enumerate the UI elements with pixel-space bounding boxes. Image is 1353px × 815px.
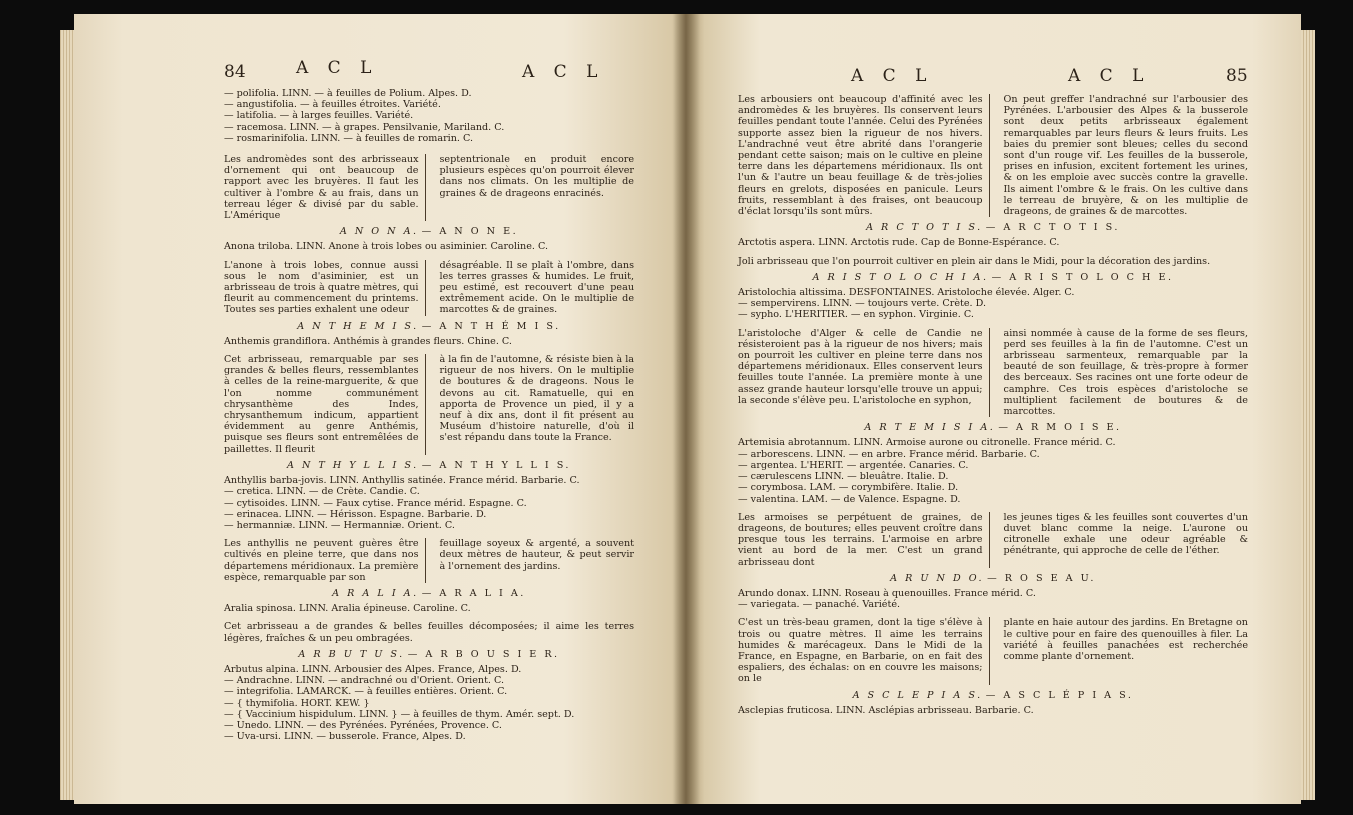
- left-running-head: A C L: [296, 58, 379, 78]
- text-column: à la fin de l'automne, & résiste bien à la rigueur de nos hivers. On le multiplie de boutures & de drageons. Nous le devons au cit. Ramatuelle, qui en apporta de Provence un pied, il y a neuf à dix ans, dont il fit présent au Muséum d'histoire naturelle, d'où il s'est répandu dans toute la France.: [439, 354, 634, 444]
- andromede-description: [224, 154, 634, 221]
- text-column: Les arbousiers ont beaucoup d'affinité avec les andromèdes & les bruyères. Ils conservent leurs feuilles pendant toute l'année. Celui des Pyrénées supporte assez bien la rigueur de nos hivers. L'andrachné veut être abrité dans l'orangerie pendant cette saison; mais on le cultive en pleine terre dans les départemens méridionaux. Ils ont l'un & l'autre un beau feuillage & de très-jolies fleurs en grelots, disposées en panicule. Leurs fruits, ressemblant à des fraises, ont beaucoup d'éclat lorsqu'ils sont mûrs.: [738, 94, 990, 217]
- entry-line: — erinacea. LINN. — Hérisson. Espagne. Barbarie. D.: [224, 508, 487, 520]
- section-heading-arundo: A R U N D O. — R O S E A U.: [890, 572, 1096, 584]
- section-heading-aristolochia: A R I S T O L O C H I A. — A R I S T O L O C H E.: [812, 271, 1174, 283]
- entry-line: Arbutus alpina. LINN. Arbousier des Alpes. France, Alpes. D.: [224, 663, 522, 675]
- arundo-description: [738, 617, 1248, 684]
- entry-line: Arctotis aspera. LINN. Arctotis rude. Cap de Bonne-Espérance. C.: [738, 237, 1060, 249]
- entry-line: Aralia spinosa. LINN. Aralia épineuse. Caroline. C.: [224, 603, 471, 615]
- right-running-head: A C L: [851, 66, 934, 86]
- entry-line: — sypho. L'HERITIER. — en syphon. Virginie. C.: [738, 309, 974, 321]
- entry-line: — variegata. — panaché. Variété.: [738, 599, 901, 611]
- text-column: L'aristoloche d'Alger & celle de Candie ne résisteroient pas à la rigueur de nos hivers; mais on pourroit les cultiver en pleine terre dans nos départemens méridionaux. Elles conservent leurs feuilles toute l'année. La première monte à une assez grande hauteur lorsqu'elle trouve un appui; la seconde s'élève peu. L'aristoloche en syphon,: [738, 328, 990, 418]
- left-running-head-right: A C L: [522, 62, 605, 82]
- entry-line: Arundo donax. LINN. Roseau à quenouilles. France mérid. C.: [738, 587, 1036, 599]
- left-page-content: [224, 88, 634, 742]
- entry-line: — cærulescens LINN. — bleuâtre. Italie. D.: [738, 471, 949, 483]
- anthyllis-description: [224, 538, 634, 583]
- entry-line: — angustifolia. — à feuilles étroites. Variété.: [224, 99, 441, 111]
- entry-line: — Andrachne. LINN. — andrachné ou d'Orient. Orient. C.: [224, 675, 505, 687]
- entry-line: — { thymifolia. HORT. KEW. }: [224, 697, 370, 709]
- entry-line: Aristolochia altissima. DESFONTAINES. Aristoloche élevée. Alger. C.: [738, 287, 1075, 299]
- entry-line: — { Vaccinium hispidulum. LINN. } — à feuilles de thym. Amér. sept. D.: [224, 708, 575, 720]
- right-running-head-right: A C L: [1068, 66, 1151, 86]
- section-heading-arctotis: A R C T O T I S. — A R C T O T I S.: [866, 222, 1120, 234]
- text-column: Cet arbrisseau, remarquable par ses grandes & belles fleurs, ressemblantes à celles de la reine-marguerite, & que l'on nomme communément chrysanthème des Indes, chrysanthemum indicum, appartient évidemment au genre Anthémis, puisque ses fleurs sont entremêlées de paillettes. Il fleurit: [224, 354, 426, 455]
- anthemis-description: [224, 354, 634, 455]
- section-heading-arbutus: A R B U T U S. — A R B O U S I E R.: [298, 648, 560, 660]
- right-page: [686, 14, 1301, 804]
- entry-line: — racemosa. LINN. — à grapes. Pensilvanie, Mariland. C.: [224, 121, 505, 133]
- text-column: ainsi nommée à cause de la forme de ses fleurs, perd ses feuilles à la fin de l'automne. C'est un arbrisseau sarmenteux, remarquable par la beauté de son feuillage, & très-propre à former des berceaux. Ses racines ont une forte odeur de camphre. Ces trois espèces d'aristoloche se multiplient facilement de boutures & de marcottes.: [1003, 327, 1248, 418]
- arctotis-description: Joli arbrisseau que l'on pourroit cultiver en plein air dans le Midi, pour la décoration des jardins.: [738, 255, 1211, 267]
- entry-line: — cytisoides. LINN. — Faux cytise. France mérid. Espagne. C.: [224, 497, 527, 509]
- artemisia-description: [738, 512, 1248, 568]
- text-column: L'anone à trois lobes, connue aussi sous le nom d'asiminier, est un arbrisseau de trois à quatre mètres, qui fleurit au commencement du printems. Toutes ses parties exhalent une odeur: [224, 260, 426, 316]
- text-column: Les armoises se perpétuent de graines, de drageons, de boutures; elles peuvent croître dans presque tous les terrains. L'armoise en arbre vient au bord de la mer. C'est un grand arbrisseau dont: [738, 512, 990, 568]
- section-heading-asclepias: A S C L E P I A S. — A S C L É P I A S.: [852, 689, 1134, 701]
- entry-line: — latifolia. — à larges feuilles. Variété.: [224, 110, 414, 122]
- entry-line: — polifolia. LINN. — à feuilles de Polium. Alpes. D.: [224, 88, 472, 99]
- entry-line: Anthyllis barba-jovis. LINN. Anthyllis satinée. France mérid. Barbarie. C.: [224, 475, 580, 487]
- entry-line: — hermanniæ. LINN. — Hermanniæ. Orient. C.: [224, 519, 455, 531]
- aralia-description: Cet arbrisseau a de grandes & belles feuilles décomposées; il aime les terres légères, fraîches & un peu ombragées.: [224, 621, 634, 644]
- section-heading-anthyllis: A N T H Y L L I S. — A N T H Y L L I S.: [287, 459, 571, 471]
- entry-line: — cretica. LINN. — de Crète. Candie. C.: [224, 486, 420, 498]
- entry-line: Asclepias fruticosa. LINN. Asclépias arbrisseau. Barbarie. C.: [738, 704, 1034, 716]
- entry-line: Anona triloba. LINN. Anone à trois lobes ou asiminier. Caroline. C.: [224, 241, 549, 253]
- entry-line: — rosmarinifolia. LINN. — à feuilles de romarin. C.: [224, 132, 474, 144]
- aristolochia-description: [738, 328, 1248, 418]
- entry-line: — corymbosa. LAM. — corymbifère. Italie. D.: [738, 482, 959, 494]
- section-heading-aralia: A R A L I A. — A R A L I A.: [332, 587, 526, 599]
- entry-line: — Unedo. LINN. — des Pyrénées. Pyrénées, Provence. C.: [224, 719, 502, 731]
- text-column: septentrionale en produit encore plusieurs espèces qu'on pourroit élever dans nos climats. On les multiplie de graines & de drageons enracinés.: [439, 154, 634, 199]
- text-column: Les anthyllis ne peuvent guères être cultivés en pleine terre, que dans nos départemens méridionaux. La première espèce, remarquable par son: [224, 538, 426, 583]
- right-page-header: [686, 62, 1301, 92]
- anona-description: [224, 260, 634, 316]
- book-gutter: [672, 14, 700, 804]
- text-column: On peut greffer l'andrachné sur l'arbousier des Pyrénées. L'arbousier des Alpes & la busserole sont deux petits arbrisseaux également remarquables par leurs fleurs & leurs fruits. Les baies du premier sont bleues; celles du second sont d'un rouge vif. Les feuilles de la busserole, prises en infusion, excitent fortement les urines, & on les emploie avec succès contre la gravelle. Ils aiment l'ombre & le frais. On les cultive dans le terreau de bruyère, & on les multiplie de drageons, de graines & de marcottes.: [1003, 94, 1248, 218]
- entry-line: Artemisia abrotannum. LINN. Armoise aurone ou citronelle. France mérid. C.: [738, 437, 1116, 449]
- entry-line: — valentina. LAM. — de Valence. Espagne. D.: [738, 493, 961, 505]
- entry-line: — arborescens. LINN. — en arbre. France mérid. Barbarie. C.: [738, 448, 1040, 460]
- text-column: C'est un très-beau gramen, dont la tige s'élève à trois ou quatre mètres. Il aime les terrains humides & marécageux. Dans le Midi de la France, en Espagne, en Barbarie, on en fait des espaliers, des échalas: on en couvre les maisons; on le: [738, 617, 990, 684]
- entry-line: — argentea. L'HERIT. — argentée. Canaries. C.: [738, 459, 969, 471]
- right-page-number: 85: [1226, 66, 1248, 86]
- section-heading-anona: A N O N A. — A N O N E.: [339, 226, 519, 238]
- left-page: [74, 14, 686, 804]
- open-book: [60, 8, 1315, 808]
- entry-line: — Uva-ursi. LINN. — busserole. France, Alpes. D.: [224, 731, 466, 743]
- text-column: désagréable. Il se plaît à l'ombre, dans les terres grasses & humides. Le fruit, peu estimé, est recouvert d'une peau extrêmement acide. On le multiplie de marcottes & de graines.: [439, 259, 634, 316]
- right-page-content: [738, 94, 1248, 716]
- text-column: plante en haie autour des jardins. En Bretagne on le cultive pour en faire des quenouilles à filer. La variété à feuilles panachées est recherchée comme plante d'ornement.: [1003, 617, 1248, 662]
- text-column: Les andromèdes sont des arbrisseaux d'ornement qui ont beaucoup de rapport avec les bruyères. Il faut les cultiver à l'ombre & au frais, dans un terreau léger & divisé par du sable. L'Amérique: [224, 154, 426, 221]
- section-heading-artemisia: A R T E M I S I A. — A R M O I S E.: [864, 422, 1122, 434]
- left-page-number: 84: [224, 62, 246, 82]
- text-column: feuillage soyeux & argenté, a souvent deux mètres de hauteur, & peut servir à l'ornement des jardins.: [439, 538, 634, 572]
- section-heading-anthemis: A N T H E M I S. — A N T H É M I S.: [297, 320, 561, 332]
- text-column: les jeunes tiges & les feuilles sont couvertes d'un duvet blanc comme la neige. L'aurone ou citronelle exhale une odeur agréable & pénétrante, qui approche de celle de l'éther.: [1003, 511, 1248, 557]
- entry-line: — sempervirens. LINN. — toujours verte. Crète. D.: [738, 298, 987, 310]
- arbutus-description: [738, 94, 1248, 217]
- entry-line: — integrifolia. LAMARCK. — à feuilles entières. Orient. C.: [224, 686, 508, 698]
- entry-line: Anthemis grandiflora. Anthémis à grandes fleurs. Chine. C.: [224, 335, 512, 347]
